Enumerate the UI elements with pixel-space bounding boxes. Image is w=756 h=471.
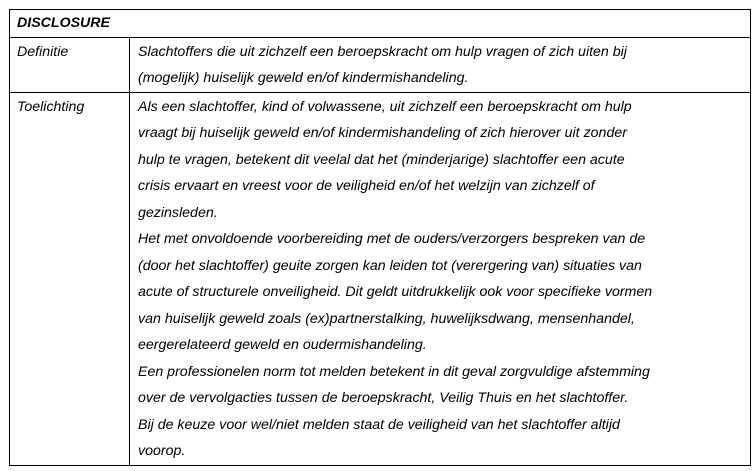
content-line: vraagt bij huiselijk geweld en/of kindermishandeling of zich hierover uit zonder [138,125,627,141]
disclosure-table [9,9,751,466]
content-line: eergerelateerd geweld en oudermishandeling. [138,337,427,353]
content-line: hulp te vragen, betekent dit veelal dat het (minderjarige) slachtoffer een acute [138,151,625,168]
content-line: acute of structurele onveiligheid. Dit geldt uitdrukkelijk ook voor specifieke vormen [138,284,653,300]
content-line: (door het slachtoffer) geuite zorgen kan leiden tot (verergering van) situaties van [138,257,642,274]
content-line: (mogelijk) huiselijk geweld en/of kindermishandeling. [138,70,469,86]
content-line: Bij de keuze voor wel/niet melden staat de veiligheid van het slachtoffer altijd [138,416,620,433]
table-title: DISCLOSURE [10,10,751,38]
content-line: voorop. [138,443,186,459]
content-line: over de vervolgacties tussen de beroepskracht, Veilig Thuis en het slachtoffer. [138,390,629,406]
row-content [130,37,751,92]
content-line: Slachtoffers die uit zichzelf een beroepskracht om hulp vragen of zich uiten bij [138,43,627,60]
content-line: gezinsleden. [138,204,218,221]
content-line: Een professionelen norm tot melden betekent in dit geval zorgvuldige afstemming [138,363,650,380]
content-line: crisis ervaart en vreest voor de veiligheid en/of het welzijn van zichzelf of [138,178,595,194]
table-row-toelichting [10,92,751,465]
content-line: van huiselijk geweld zoals (ex)partnerstalking, huwelijksdwang, mensenhandel, [138,310,635,327]
content-line: Het met onvoldoende voorbereiding met de ouders/verzorgers bespreken van de [138,231,646,247]
row-label: Toelichting [10,92,130,465]
content-line: Als een slachtoffer, kind of volwassene, uit zichzelf een beroepskracht om hulp [138,98,632,115]
table-header-row [10,10,751,38]
row-label: Definitie [10,37,130,92]
row-content [130,92,751,465]
table-row-definitie [10,37,751,92]
